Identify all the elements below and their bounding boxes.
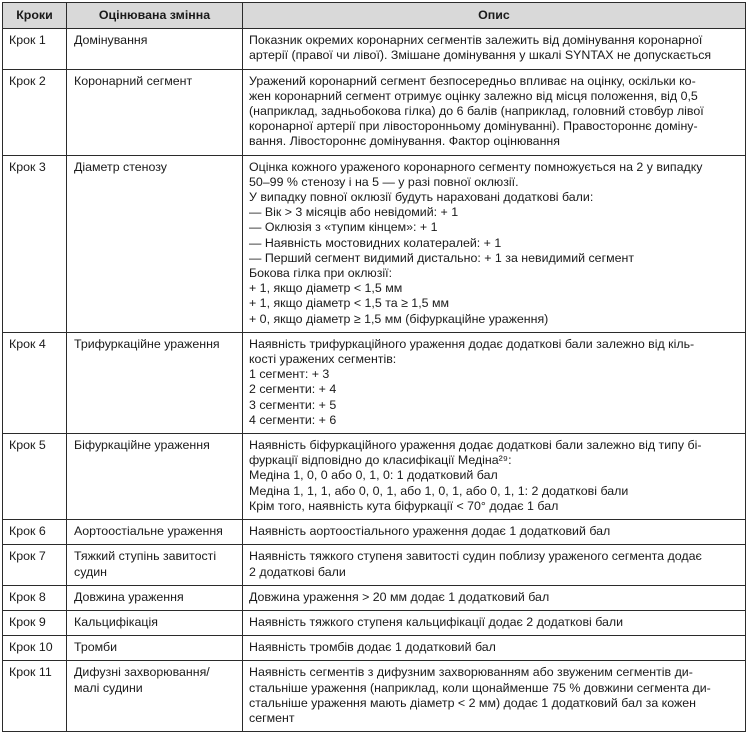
- variable-cell: Діаметр стенозу: [67, 155, 243, 332]
- description-cell: [243, 29, 746, 69]
- description-line: Оцінка кожного ураженого коронарного сегменту помножується на 2 у випадку: [249, 159, 703, 174]
- description-line: Наявність тромбів додає 1 додатковий бал: [249, 640, 496, 655]
- description-line: 3 сегменти: + 5: [249, 397, 337, 412]
- table-row: [3, 545, 746, 585]
- description-line: стальніше ураження (наприклад, коли щонайменше 75 % довжини сегмента ди-: [249, 680, 711, 695]
- description-cell: [243, 545, 746, 585]
- table-row: [3, 610, 746, 635]
- description-cell: [243, 434, 746, 520]
- table-row: [3, 29, 746, 69]
- variable-cell: Коронарний сегмент: [67, 69, 243, 155]
- description-line: жен коронарний сегмент отримує оцінку залежно від місця положення, від 0,5: [249, 88, 698, 103]
- table-row: [3, 520, 746, 545]
- description-line: — Вік > 3 місяців або невідомий: + 1: [249, 205, 459, 220]
- variable-cell: Кальцифікація: [67, 610, 243, 635]
- step-cell: Крок 6: [3, 520, 67, 545]
- description-line: 50–99 % стенозу і на 5 — у разі повної оклюзії.: [249, 174, 519, 189]
- description-line: сегмент: [249, 710, 295, 725]
- description-cell: [243, 585, 746, 610]
- step-cell: Крок 8: [3, 585, 67, 610]
- variable-cell: Домінування: [67, 29, 243, 69]
- description-line: 2 сегменти: + 4: [249, 382, 337, 397]
- description-cell: [243, 661, 746, 732]
- step-cell: Крок 11: [3, 661, 67, 732]
- description-line: 4 сегменти: + 6: [249, 412, 337, 427]
- variable-cell: Трифуркаційне ураження: [67, 332, 243, 433]
- table-row: [3, 332, 746, 433]
- step-cell: Крок 9: [3, 610, 67, 635]
- table-row: [3, 155, 746, 332]
- description-cell: [243, 610, 746, 635]
- description-line: коронарної артерії при лівосторонньому домінуванні). Правостороннє доміну-: [249, 119, 698, 134]
- header-description: Опис: [243, 3, 746, 29]
- table-row: [3, 585, 746, 610]
- syntax-steps-table: [2, 2, 746, 732]
- description-line: — Наявність мостовидних колатералей: + 1: [249, 235, 502, 250]
- step-cell: Крок 5: [3, 434, 67, 520]
- description-line: фуркації відповідно до класифікації Медіна²⁹:: [249, 453, 512, 468]
- description-line: Наявність аортоостіального ураження додає 1 додатковий бал: [249, 524, 611, 539]
- table-row: [3, 69, 746, 155]
- step-cell: Крок 3: [3, 155, 67, 332]
- description-line: Уражений коронарний сегмент безпосередньо впливає на оцінку, оскільки ко-: [249, 73, 696, 88]
- step-cell: Крок 1: [3, 29, 67, 69]
- description-line: Показник окремих коронарних сегментів залежить від домінування коронарної: [249, 33, 703, 48]
- table-row: [3, 636, 746, 661]
- table-body: [3, 29, 746, 732]
- header-steps: Кроки: [3, 3, 67, 29]
- description-cell: [243, 520, 746, 545]
- description-line: Бокова гілка при оклюзії:: [249, 266, 393, 281]
- description-line: Довжина ураження > 20 мм додає 1 додатковий бал: [249, 589, 550, 604]
- description-line: У випадку повної оклюзії будуть нараховані додаткові бали:: [249, 190, 594, 205]
- step-cell: Крок 10: [3, 636, 67, 661]
- description-line: Наявність біфуркаційного ураження додає додаткові бали залежно від типу бі-: [249, 438, 702, 453]
- description-line: Медіна 1, 1, 1, або 0, 0, 1, або 1, 0, 1, або 0, 1, 1: 2 додаткові бали: [249, 483, 629, 498]
- variable-cell: Аортоостіальне ураження: [67, 520, 243, 545]
- header-variable: Оцінювана змінна: [67, 3, 243, 29]
- description-line: 2 додаткові бали: [249, 564, 346, 579]
- description-cell: [243, 155, 746, 332]
- variable-cell: Тромби: [67, 636, 243, 661]
- description-line: (наприклад, задньобокова гілка) до 6 балів (наприклад, головний стовбур лівої: [249, 104, 704, 119]
- description-line: Наявність трифуркаційного ураження додає додаткові бали залежно від кіль-: [249, 336, 695, 351]
- description-line: Крім того, наявність кута біфуркації < 70° додає 1 бал: [249, 498, 559, 513]
- variable-cell: Довжина ураження: [67, 585, 243, 610]
- table-row: [3, 661, 746, 732]
- description-line: стальніше ураження мають діаметр < 2 мм) додає 1 додатковий бал за кожен: [249, 695, 697, 710]
- description-line: 1 сегмент: + 3: [249, 367, 330, 382]
- description-cell: [243, 636, 746, 661]
- description-line: вання. Лівостороннє домінування. Фактор оцінювання: [249, 134, 560, 149]
- description-line: + 0, якщо діаметр ≥ 1,5 мм (біфуркаційне ураження): [249, 311, 549, 326]
- description-line: — Перший сегмент видимий дистально: + 1 за невидимий сегмент: [249, 250, 635, 265]
- description-line: + 1, якщо діаметр < 1,5 мм: [249, 281, 403, 296]
- variable-cell: Дифузні захворювання/ малі судини: [67, 661, 243, 732]
- variable-cell: Біфуркаційне ураження: [67, 434, 243, 520]
- description-line: + 1, якщо діаметр < 1,5 та ≥ 1,5 мм: [249, 296, 450, 311]
- description-line: Наявність тяжкого ступеня завитості судин поблизу ураженого сегмента додає: [249, 549, 702, 564]
- step-cell: Крок 4: [3, 332, 67, 433]
- description-line: Наявність тяжкого ступеня кальцифікації додає 2 додаткові бали: [249, 614, 624, 629]
- description-cell: [243, 69, 746, 155]
- description-line: кості уражених сегментів:: [249, 352, 397, 367]
- description-cell: [243, 332, 746, 433]
- description-line: Наявність сегментів з дифузним захворюванням або звуженим сегментів ди-: [249, 665, 693, 680]
- step-cell: Крок 7: [3, 545, 67, 585]
- table-row: [3, 434, 746, 520]
- description-line: — Оклюзія з «тупим кінцем»: + 1: [249, 220, 438, 235]
- description-line: Медіна 1, 0, 0 або 0, 1, 0: 1 додатковий бал: [249, 468, 498, 483]
- variable-cell: Тяжкий ступінь завитості судин: [67, 545, 243, 585]
- description-line: артерії (правої чи лівої). Змішане домінування у шкалі SYNTAX не допускається: [249, 48, 712, 63]
- table-header-row: [3, 3, 746, 29]
- step-cell: Крок 2: [3, 69, 67, 155]
